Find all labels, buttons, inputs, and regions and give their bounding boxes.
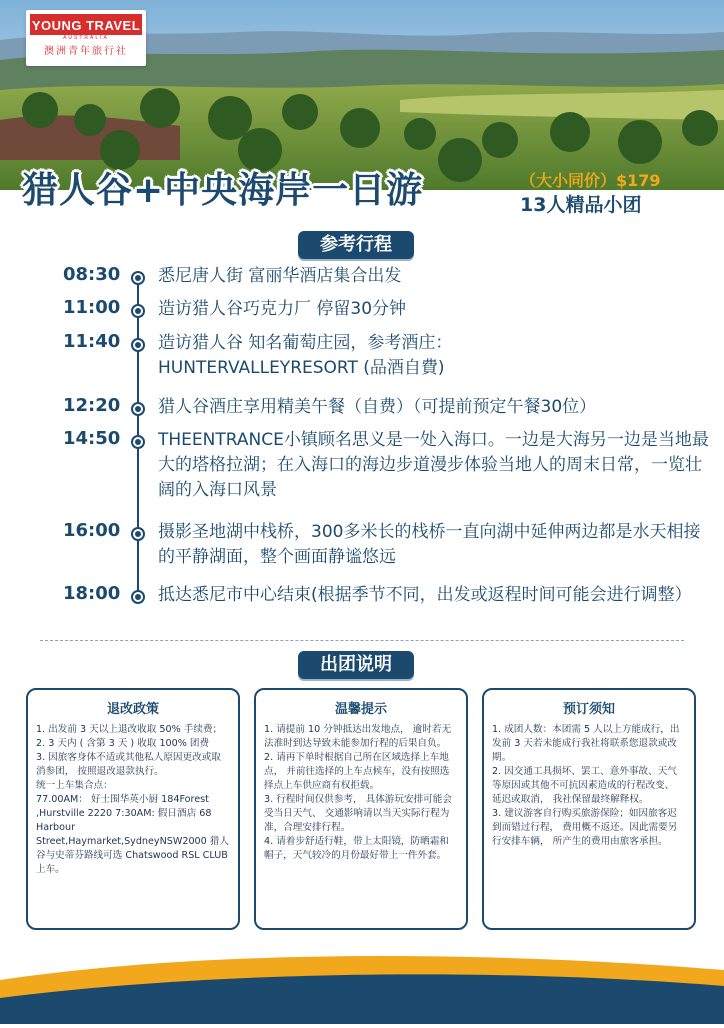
timeline-text: 抵达悉尼市中心结束(根据季节不同，出发或返程时间可能会进行调整） [158,585,692,605]
notes-heading: 出团说明 [298,651,414,679]
section-divider [40,640,684,641]
timeline-time: 12:20 [63,395,121,416]
timeline-time: 11:00 [63,297,121,318]
tips-card [254,688,468,930]
itinerary-heading: 参考行程 [298,231,414,259]
logo-brand: YOUNG TRAVEL [30,14,142,35]
timeline-dot-icon [131,271,145,285]
refund-policy-card [26,688,240,930]
card-line: 3. 因旅客身体不适或其他私人原因更改或取消参团， 按照退改退款执行。 [36,752,221,777]
timeline-time: 18:00 [63,583,121,604]
tour-price: （大小同价）$179 [520,171,661,190]
timeline-text: 造访猎人谷巧克力厂 停留30分钟 [158,299,407,319]
timeline-time: 11:40 [63,331,121,352]
timeline-dot-icon [131,402,145,416]
timeline-dot-icon [131,304,145,318]
timeline-text: 悉尼唐人街 富丽华酒店集合出发 [158,266,402,286]
card-body [264,723,458,863]
card-line: 4. 请着步舒适行鞋，带上太阳镜，防晒霜和帽子，天气较冷的月份最好带上一件外套。 [264,836,449,861]
card-title: 温馨提示 [334,702,387,717]
card-line: 77.00AM： 好士围华英小厨 184Forest ,Hurstville 2220 7:30AM: 假日酒店 68 Harbour Street,Haymarket,SydneyNSW2000 猎人谷与史蒂芬路线可选 Chatswood RSL CLUB 上车。 [36,794,229,875]
timeline-text: 摄影圣地湖中栈桥，300多米长的栈桥一直向湖中延伸两边都是水天相接的平静湖面，整个画面静谧悠远 [158,522,701,567]
card-title: 预订须知 [562,702,615,717]
timeline-text: 造访猎人谷 知名葡萄庄园，参考酒庄：HUNTERVALLEYRESORT (品酒自費) [158,333,453,378]
card-title: 退改政策 [106,702,159,717]
card-line: 3. 行程时间仅供参考， 具体游玩安排可能会受当日天气、 交通影响请以当天实际行程为准，合理安排行程。 [264,794,452,833]
timeline-time: 14:50 [63,428,121,449]
timeline-time: 16:00 [63,520,121,541]
card-line: 1. 请提前 10 分钟抵达出发地点， 逾时若无法准时到达导致未能参加行程的后果自负。 [264,724,452,749]
timeline-dot-icon [131,527,145,541]
timeline-time: 08:30 [63,264,121,285]
footer-wave-decoration [0,940,724,1024]
card-body [492,723,686,849]
logo-sub-en: AUSTRALIA [63,35,109,41]
timeline-dot-icon [131,590,145,604]
timeline-dot-icon [131,435,145,449]
card-line: 3. 建议游客自行购买旅游保险；如因旅客迟到而错过行程， 费用概不返还。因此需要另行安排车辆， 所产生的费用由旅客承担。 [492,808,678,847]
card-line: 2. 因交通工具损坏、罢工、意外事故、天气等原因或其他不可抗因素造成的行程改变、 延迟或取消， 我社保留最终解释权。 [492,766,677,805]
timeline-text: THEENTRANCE小镇顾名思义是一处入海口。一边是大海另一边是当地最大的塔格拉湖；在入海口的海边步道漫步体验当地人的周末日常，一览壮阔的入海口风景 [158,430,709,500]
card-body [36,723,230,877]
company-logo [26,10,146,66]
booking-notice-card [482,688,696,930]
tour-group-size: 13人精品小团 [520,194,642,216]
card-line: 1. 出发前 3 天以上退改收取 50% 手续费； [36,724,223,735]
tour-title: 猎人谷+中央海岸一日游 [22,170,424,211]
card-line: 2. 请再下单时根据自己所在区域选择上车地点， 并前往选择的上车点候车，没有按照选择点上车供应商有权拒载。 [264,752,450,791]
card-line: 1. 成团人数：本团需 5 人以上方能成行，出发前 3 天若未能成行我社将联系您退款或改期。 [492,724,680,763]
timeline-text: 猎人谷酒庄享用精美午餐（自费）（可提前预定午餐30位） [158,397,597,417]
logo-sub-cn: 澳洲青年旅行社 [44,46,128,57]
card-line: 2. 3 天内 ( 含第 3 天 ) 收取 100% 团费 [36,738,210,749]
card-line: 统一上车集合点： [36,780,113,791]
timeline-dot-icon [131,338,145,352]
